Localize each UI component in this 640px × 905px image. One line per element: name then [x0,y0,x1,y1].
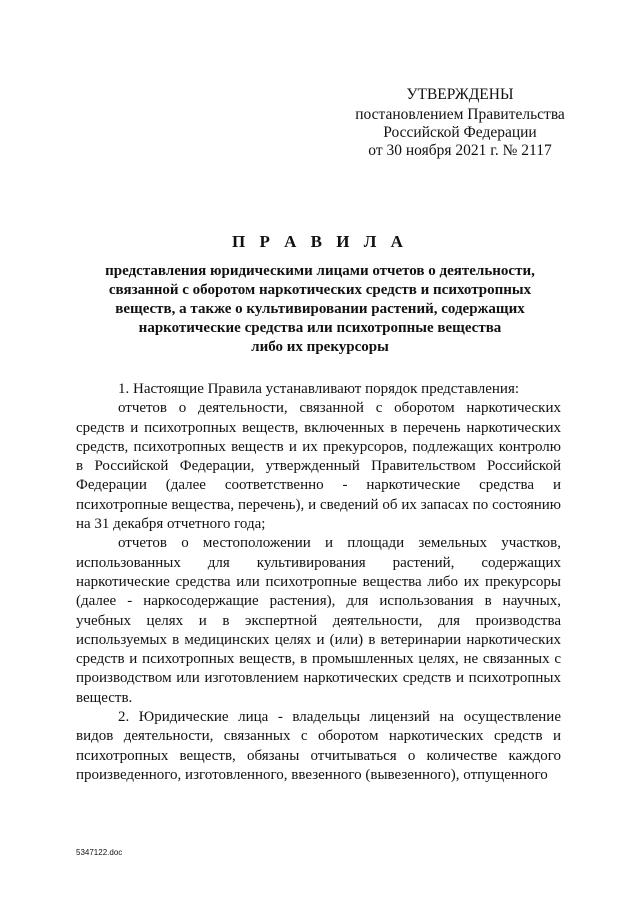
approval-line-3: от 30 ноября 2021 г. № 2117 [368,142,552,159]
paragraph-2: отчетов о деятельности, связанной с оборотом наркотических средств и психотропных веществ, включенных в перечень наркотических средств, психотропных веществ и их прекурсоров, подлежащих контролю в Российской Федерации, утвержденный Правительством Российской Федерации (далее соответственно - наркотические средства и психотропные вещества, перечень), и сведений об их запасах по состоянию на 31 декабря отчетного года; [76,400,561,533]
paragraph-4: 2. Юридические лица - владельцы лицензий на осуществление видов деятельности, связанных с оборотом наркотических средств и психотропных веществ, обязаны отчитываться о количестве каждого произведенного, изготовленного, ввезенного (вывезенного), отпущенного [76,709,561,783]
document-body [76,380,561,785]
subtitle-line: представления юридическими лицами отчетов о деятельности, [105,263,535,279]
document-title: П Р А В И Л А [232,232,408,251]
document-subtitle [100,262,540,357]
paragraph-3: отчетов о местоположении и площади земельных участков, использованных для культивирования растений, содержащих наркотические средства или психотропные вещества либо их прекурсоры (далее - наркосодержащие растения), для использования в научных, учебных целях и в экспертной деятельности, для производства используемых в медицинских целях и (или) в ветеринарии наркотических средств и психотропных веществ, в промышленных целях, не связанных с производством или изготовлением наркотических средств и психотропных веществ. [76,535,561,706]
subtitle-line: связанной с оборотом наркотических средств и психотропных [108,282,532,298]
approval-block [330,86,590,160]
subtitle-line: веществ, а также о культивировании растений, содержащих [115,301,525,317]
subtitle-line: наркотические средства или психотропные вещества [138,320,502,336]
file-name-footer: 5347122.doc [76,848,123,857]
approval-title: УТВЕРЖДЕНЫ [406,86,514,103]
subtitle-line: либо их прекурсоры [251,339,389,355]
approval-line-1: постановлением Правительства [355,106,565,123]
paragraph-1: 1. Настоящие Правила устанавливают порядок представления: [118,381,520,397]
approval-line-2: Российской Федерации [383,124,537,141]
